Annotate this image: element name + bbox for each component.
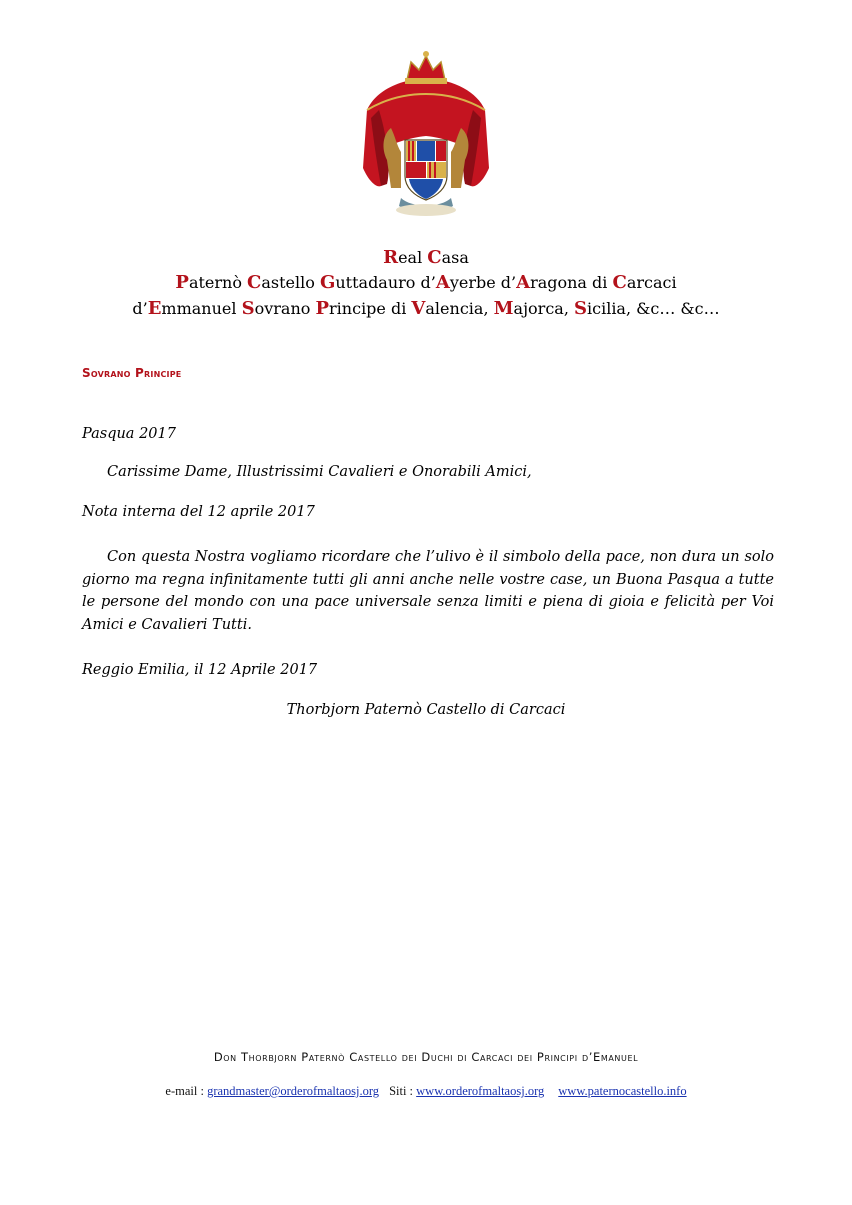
royal-house-titles <box>0 298 852 319</box>
header-initial-line3-3: V <box>411 298 426 319</box>
header-initial-line2-2: G <box>319 272 336 293</box>
header-initial-line3-1: S <box>241 298 255 319</box>
coat-of-arms-emblem <box>357 48 495 220</box>
sites-label: Siti : <box>389 1084 417 1098</box>
header-text-line2-2: uttadauro d’ <box>335 273 436 292</box>
section-title: Sovrano Principe <box>82 366 182 380</box>
header-text-line2-3: yerbe d’ <box>449 273 517 292</box>
header-initial-line2-4: A <box>516 272 531 293</box>
header-text-line1-0: eal <box>398 248 428 267</box>
header-text-line2-5: arcaci <box>626 273 677 292</box>
header-initial-line2-0: P <box>175 272 189 293</box>
header-text-line3-0-pre: d’ <box>132 299 148 318</box>
header-text-line3-0: mmanuel <box>161 299 242 318</box>
letter-place-date: Reggio Emilia, il 12 Aprile 2017 <box>82 662 318 678</box>
letter-signature: Thorbjorn Paternò Castello di Carcaci <box>286 702 566 718</box>
header-initial-line3-4: M <box>493 298 514 319</box>
email-label: e-mail : <box>165 1084 208 1098</box>
header-text-line2-4: ragona di <box>530 273 613 292</box>
royal-house-name <box>0 272 852 293</box>
email-link[interactable]: grandmaster@orderofmaltaosj.org <box>207 1084 380 1098</box>
royal-house-title <box>0 247 852 268</box>
header-initial-line1-0: R <box>383 247 399 268</box>
header-initial-line3-2: P <box>315 298 330 319</box>
header-text-line3-2: rincipe di <box>329 299 412 318</box>
header-text-line3-1: ovrano <box>254 299 316 318</box>
header-initial-line1-1: C <box>427 247 442 268</box>
letter-body: Con questa Nostra vogliamo ricordare che l’ulivo è il simbolo della pace, non dura un solo giorno ma regna infinitamente tutti gli anni anche nelle vostre case, un Buona Pasqua a tutte le persone del mondo con una pace universale senza limiti e piena di gioia e felicità per Voi Amici e Cavalieri Tutti. <box>82 549 774 633</box>
header-initial-line2-1: C <box>247 272 262 293</box>
letter-date: Pasqua 2017 <box>82 426 176 442</box>
footer-name: Don Thorbjorn Paternò Castello dei Duchi di Carcaci dei Principi d’Emanuel <box>213 1050 639 1064</box>
footer-contacts <box>0 1084 852 1099</box>
header-text-line2-0: aternò <box>188 273 248 292</box>
header-initial-line3-0: E <box>147 298 162 319</box>
header-text-line1-1: asa <box>441 248 469 267</box>
letter-greeting: Carissime Dame, Illustrissimi Cavalieri e Onorabili Amici, <box>107 464 532 480</box>
site-link-orderofmalta[interactable]: www.orderofmaltaosj.org <box>416 1084 545 1098</box>
header-initial-line2-3: A <box>435 272 450 293</box>
header-text-line3-3: alencia, <box>425 299 494 318</box>
header-text-line2-1: astello <box>261 273 320 292</box>
header-text-line3-5: icilia, &c… &c… <box>587 299 720 318</box>
header-initial-line2-5: C <box>612 272 627 293</box>
header-text-line3-4: ajorca, <box>513 299 574 318</box>
header-initial-line3-5: S <box>574 298 587 319</box>
letter-note: Nota interna del 12 aprile 2017 <box>82 504 315 520</box>
site-link-paternocastello[interactable]: www.paternocastello.info <box>558 1084 687 1098</box>
